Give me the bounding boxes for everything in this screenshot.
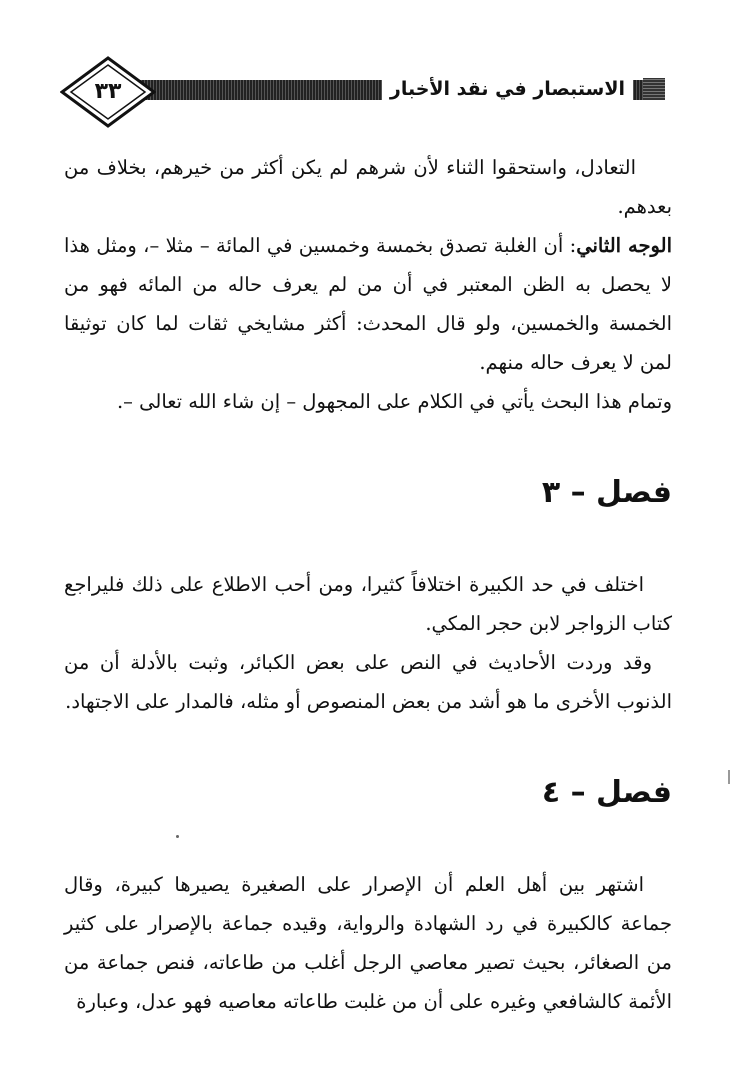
paragraph-second-aspect [64, 226, 672, 382]
paragraph-text: اشتهر بين أهل العلم أن الإصرار على الصغيرة يصيرها كبيرة، وقال جماعة كالكبيرة في رد الشهادة والرواية، وقيده جماعة بالإصرار على كثير من الصغائر، بحيث تصير معاصي الرجل أغلب من طاعاته، فنص جماعة من الأئمة كالشافعي وغيره على أن من غلبت طاعاته معاصيه فهو عدل، وعبارة [64, 873, 672, 1013]
running-title: الاستبصار في نقد الأخبار [382, 74, 633, 104]
paragraph-text: : أن الغلبة تصدق بخمسة وخمسين في المائة – مثلا –، ومثل هذا لا يحصل به الظن المعتبر في أن من لم يعرف حاله من المائه فهو من الخمسة والخمسين، ولو قال المحدث: أكثر مشايخي ثقات لما كان توثيقا لمن لا يعرف حاله منهم. [64, 234, 672, 374]
paragraph-closing [64, 382, 672, 421]
section-3-paragraph [64, 565, 672, 643]
paragraph-text: وقد وردت الأحاديث في النص على بعض الكبائر، وثبت بالأدلة أن من الذنوب الأخرى ما هو أشد من بعض المنصوص أو مثله، فالمدار على الاجتهاد. [64, 651, 672, 713]
page-body [64, 148, 672, 1021]
paragraph-text: اختلف في حد الكبيرة اختلافاً كثيرا، ومن أحب الاطلاع على ذلك فليراجع كتاب الزواجر لابن حجر المكي. [64, 573, 672, 635]
page-header [60, 56, 665, 128]
paragraph-text: وتمام هذا البحث يأتي في الكلام على المجهول – إن شاء الله تعالى –. [116, 390, 672, 413]
paragraph-continuation [64, 148, 672, 226]
scan-edge-mark [728, 770, 730, 784]
section-heading-3: فصل – ٣ [541, 475, 672, 510]
page-number: ٣٣ [94, 79, 122, 104]
paragraph-lead-bold: الوجه الثاني [576, 234, 672, 257]
section-heading-4: فصل – ٤ [541, 775, 672, 810]
header-square-ornament [643, 78, 665, 100]
section-3-paragraph [64, 643, 672, 721]
section-4-paragraph [64, 865, 672, 1021]
paragraph-text: التعادل، واستحقوا الثناء لأن شرهم لم يكن أكثر من خيرهم، بخلاف من بعدهم. [64, 156, 672, 218]
scan-speck [176, 835, 179, 838]
